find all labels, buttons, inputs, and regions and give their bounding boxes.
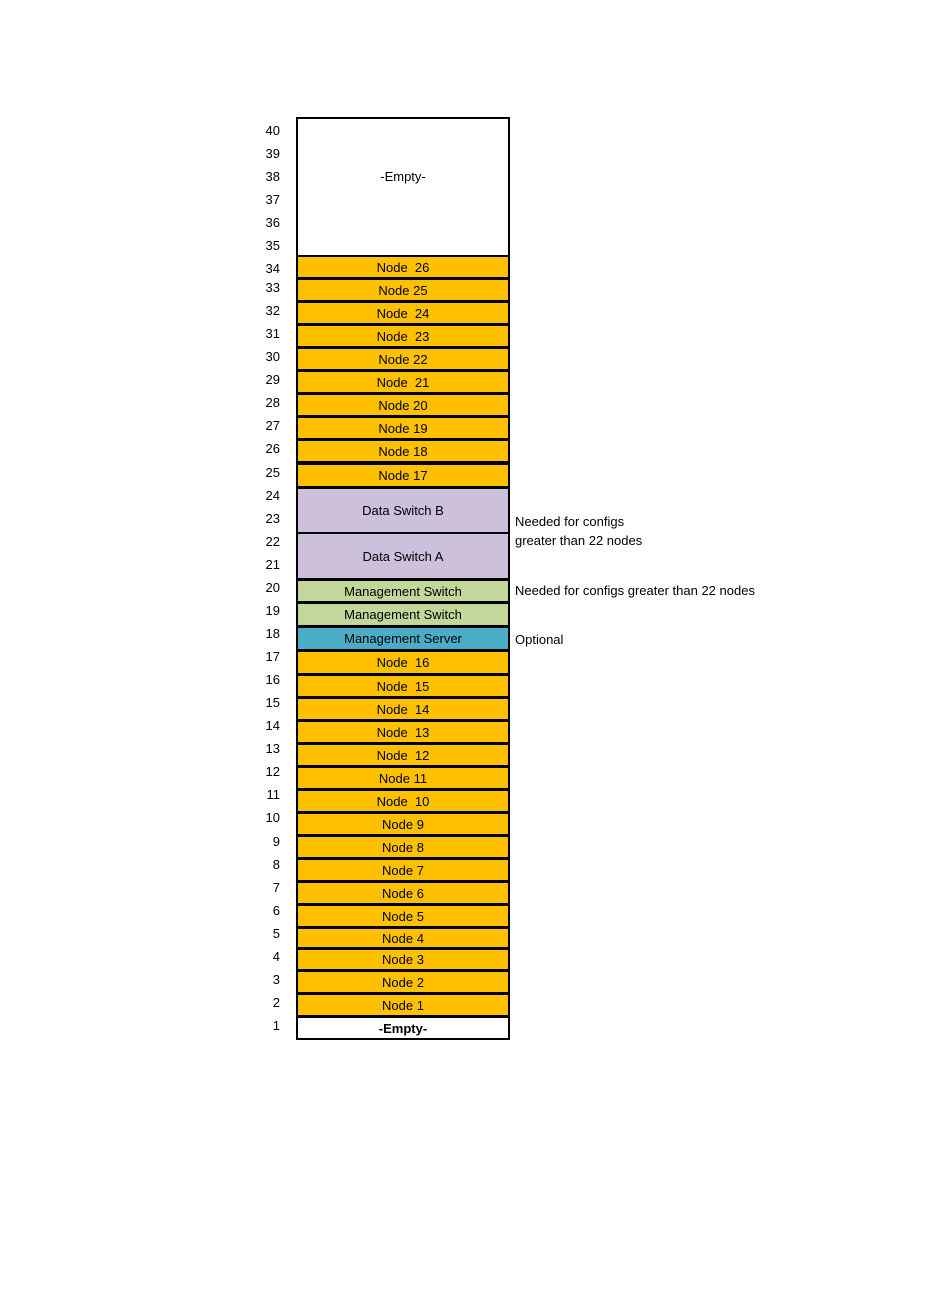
rack-slot-node-20: Node 20 — [296, 393, 510, 417]
rack-slot-node-26: Node 26 — [296, 255, 510, 279]
unit-number-27: 27 — [265, 418, 280, 433]
rack-slot-node-17: Node 17 — [296, 463, 510, 488]
unit-number-5: 5 — [272, 926, 280, 941]
unit-number-13: 13 — [265, 741, 280, 756]
unit-number-18: 18 — [265, 626, 280, 641]
rack-slot-node-13: Node 13 — [296, 720, 510, 744]
management-switch-note: Needed for configs greater than 22 nodes — [515, 583, 755, 598]
rack-slot-node-19: Node 19 — [296, 416, 510, 440]
unit-number-22: 22 — [265, 534, 280, 549]
rack-slot-node-12: Node 12 — [296, 743, 510, 767]
unit-number-33: 33 — [265, 280, 280, 295]
rack-slot-node-9: Node 9 — [296, 812, 510, 836]
rack-slot-node-11: Node 11 — [296, 766, 510, 790]
unit-number-8: 8 — [272, 857, 280, 872]
unit-number-10: 10 — [265, 810, 280, 825]
rack-slot-management-switch-lower: Management Switch — [296, 602, 510, 627]
unit-number-38: 38 — [265, 169, 280, 184]
rack-slot-node-6: Node 6 — [296, 881, 510, 905]
rack-slot-node-24: Node 24 — [296, 301, 510, 325]
rack-slot-node-18: Node 18 — [296, 439, 510, 463]
rack-slot-management-server: Management Server — [296, 626, 510, 651]
management-server-note: Optional — [515, 632, 564, 647]
rack-slot-empty-bottom: -Empty- — [296, 1016, 510, 1040]
unit-number-24: 24 — [265, 488, 280, 503]
unit-number-17: 17 — [265, 649, 280, 664]
rack-slot-node-1: Node 1 — [296, 993, 510, 1017]
unit-number-35: 35 — [265, 238, 280, 253]
data-switch-note-line-2: greater than 22 nodes — [515, 533, 643, 548]
rack-slot-node-14: Node 14 — [296, 697, 510, 721]
rack-slot-node-4: Node 4 — [296, 927, 510, 949]
unit-number-19: 19 — [265, 603, 280, 618]
rack-slot-data-switch-b: Data Switch B — [296, 487, 510, 534]
unit-number-29: 29 — [265, 372, 280, 387]
rack-slot-node-5: Node 5 — [296, 904, 510, 928]
unit-number-31: 31 — [265, 326, 280, 341]
unit-number-6: 6 — [272, 903, 280, 918]
unit-number-16: 16 — [265, 672, 280, 687]
unit-number-28: 28 — [265, 395, 280, 410]
rack-slot-node-8: Node 8 — [296, 835, 510, 859]
unit-number-14: 14 — [265, 718, 280, 733]
rack-slot-node-22: Node 22 — [296, 347, 510, 371]
unit-number-21: 21 — [265, 557, 280, 572]
unit-number-37: 37 — [265, 192, 280, 207]
data-switch-note-line-1: Needed for configs — [515, 514, 625, 529]
rack-slot-node-16: Node 16 — [296, 650, 510, 675]
rack-slot-empty-top: -Empty- — [296, 117, 510, 257]
unit-number-3: 3 — [272, 972, 280, 987]
unit-number-20: 20 — [265, 580, 280, 595]
rack-slot-node-2: Node 2 — [296, 970, 510, 994]
unit-number-23: 23 — [265, 511, 280, 526]
unit-number-32: 32 — [265, 303, 280, 318]
unit-number-4: 4 — [272, 949, 280, 964]
rack-slot-node-23: Node 23 — [296, 324, 510, 348]
rack-slot-node-15: Node 15 — [296, 674, 510, 698]
rack-slot-node-7: Node 7 — [296, 858, 510, 882]
unit-number-1: 1 — [272, 1018, 280, 1033]
unit-number-34: 34 — [265, 261, 280, 276]
unit-number-26: 26 — [265, 441, 280, 456]
unit-number-39: 39 — [265, 146, 280, 161]
unit-number-9: 9 — [272, 834, 280, 849]
rack-slot-data-switch-a: Data Switch A — [296, 532, 510, 580]
rack-slot-node-21: Node 21 — [296, 370, 510, 394]
unit-number-30: 30 — [265, 349, 280, 364]
rack-slot-node-10: Node 10 — [296, 789, 510, 813]
unit-number-15: 15 — [265, 695, 280, 710]
unit-number-7: 7 — [272, 880, 280, 895]
rack-slot-node-25: Node 25 — [296, 278, 510, 302]
rack-slot-node-3: Node 3 — [296, 948, 510, 971]
rack-slot-management-switch-upper: Management Switch — [296, 579, 510, 603]
unit-number-2: 2 — [272, 995, 280, 1010]
unit-number-12: 12 — [265, 764, 280, 779]
unit-number-36: 36 — [265, 215, 280, 230]
unit-number-25: 25 — [265, 465, 280, 480]
unit-number-40: 40 — [265, 123, 280, 138]
unit-number-11: 11 — [266, 787, 280, 802]
